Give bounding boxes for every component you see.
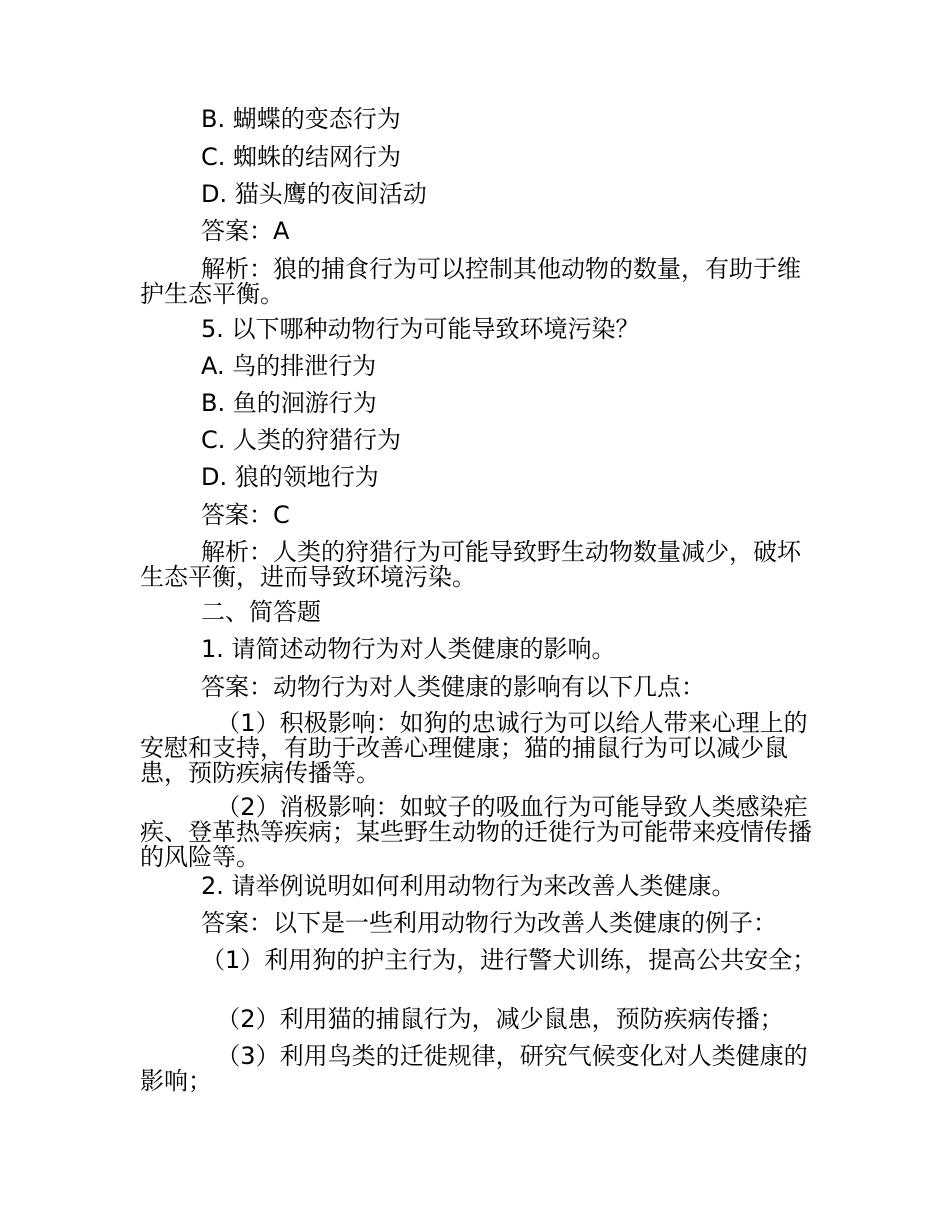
short-answer-2-point-1: （1）利用狗的护主行为，进行警犬训练，提高公共安全； [140, 946, 817, 974]
section-heading-short-answer: 二、简答题 [140, 598, 322, 626]
option-d-owl: D. 猫头鹰的夜间活动 [140, 180, 427, 208]
option-b-butterfly: B. 蝴蝶的变态行为 [140, 105, 401, 133]
option-b-fish: B. 鱼的洄游行为 [140, 389, 377, 417]
question-5: 5. 以下哪种动物行为可能导致环境污染？ [140, 315, 640, 343]
analysis-4: 解析：狼的捕食行为可以控制其他动物的数量，有助于维护生态平衡。 [140, 255, 802, 308]
short-answer-2-point-2: （2）利用猫的捕鼠行为，减少鼠患，预防疾病传播； [140, 1005, 784, 1033]
analysis-5: 解析：人类的狩猎行为可能导致野生动物数量减少，破坏生态平衡，进而导致环境污染。 [140, 538, 802, 591]
short-answer-1-intro: 答案：动物行为对人类健康的影响有以下几点： [140, 673, 706, 701]
answer-4: 答案：A [140, 217, 290, 245]
option-c-spider: C. 蜘蛛的结网行为 [140, 143, 402, 171]
option-c-human: C. 人类的狩猎行为 [140, 426, 402, 454]
short-question-2: 2. 请举例说明如何利用动物行为来改善人类健康。 [140, 872, 736, 900]
answer-5: 答案：C [140, 501, 290, 529]
short-answer-2-intro: 答案：以下是一些利用动物行为改善人类健康的例子： [140, 909, 778, 937]
option-a-bird: A. 鸟的排泄行为 [140, 352, 377, 380]
short-answer-1-point-1: （1）积极影响：如狗的忠诚行为可以给人带来心理上的安慰和支持，有助于改善心理健康；猫的捕鼠行为可以减少鼠患，预防疾病传播等。 [140, 709, 808, 787]
short-question-1: 1. 请简述动物行为对人类健康的影响。 [140, 635, 616, 663]
short-answer-2-point-3: （3）利用鸟类的迁徙规律，研究气候变化对人类健康的影响； [140, 1042, 808, 1095]
option-d-wolf: D. 狼的领地行为 [140, 463, 379, 491]
short-answer-1-point-2: （2）消极影响：如蚊子的吸血行为可能导致人类感染疟疾、登革热等疾病；某些野生动物的迁徙行为可能带来疫情传播的风险等。 [140, 793, 812, 871]
